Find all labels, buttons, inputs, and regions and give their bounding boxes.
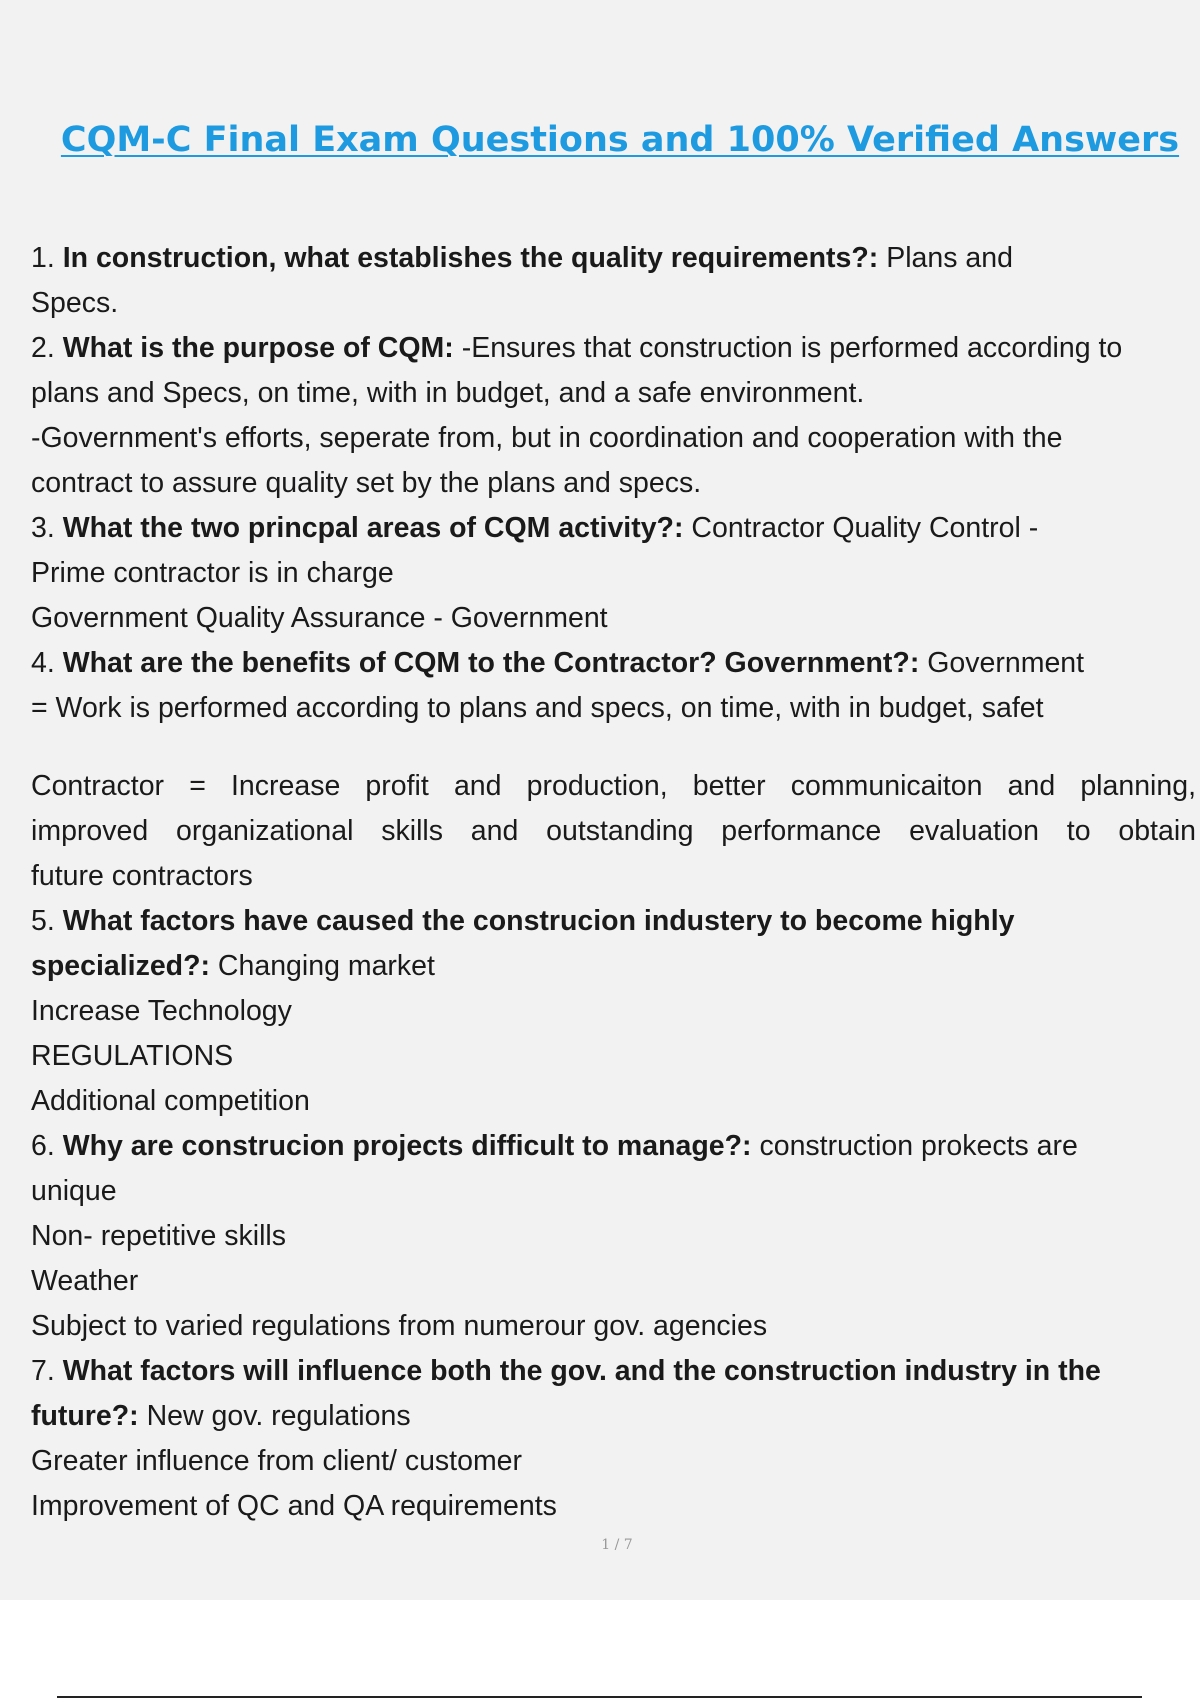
question-text: In construction, what establishes the quality requirements?: bbox=[62, 242, 879, 274]
qa-item-2 bbox=[31, 326, 1196, 371]
answer-line: Greater influence from client/ customer bbox=[31, 1445, 523, 1477]
qa-item-5 bbox=[31, 899, 1196, 944]
answer-text: Changing market bbox=[217, 950, 435, 982]
qa-item-4 bbox=[31, 641, 1196, 686]
question-text: What factors will influence both the gov. and the construction industry in the bbox=[62, 1355, 1101, 1387]
question-number: 2. bbox=[31, 332, 55, 364]
page-indicator: 1 / 7 bbox=[601, 1537, 633, 1553]
answer-line: plans and Specs, on time, with in budget, and a safe environment. bbox=[31, 377, 865, 409]
answer-line: = Work is performed according to plans and specs, on time, with in budget, safet bbox=[31, 692, 1044, 724]
next-page-divider bbox=[57, 1696, 1142, 1698]
answer-line: Specs. bbox=[31, 287, 119, 319]
answer-line: Additional competition bbox=[31, 1085, 310, 1117]
answer-line: Contractor = Increase profit and production, better communicaiton and planning, bbox=[31, 770, 1196, 802]
question-text: specialized?: bbox=[31, 950, 210, 982]
question-number: 1. bbox=[31, 242, 55, 274]
answer-text: -Ensures that construction is performed according to bbox=[461, 332, 1123, 364]
question-text: What is the purpose of CQM: bbox=[62, 332, 454, 364]
answer-line: improved organizational skills and outstanding performance evaluation to obtain bbox=[31, 815, 1196, 847]
answer-line: Prime contractor is in charge bbox=[31, 557, 394, 589]
answer-line: REGULATIONS bbox=[31, 1040, 234, 1072]
answer-line: future contractors bbox=[31, 860, 253, 892]
qa-list bbox=[31, 236, 1196, 1529]
answer-line: Weather bbox=[31, 1265, 139, 1297]
answer-text: New gov. regulations bbox=[146, 1400, 411, 1432]
answer-line: -Government's efforts, seperate from, but in coordination and cooperation with the bbox=[31, 422, 1063, 454]
document-title: CQM-C Final Exam Questions and 100% Verified Answers bbox=[60, 120, 1180, 160]
answer-text: Government bbox=[927, 647, 1085, 679]
qa-item-5-continued bbox=[31, 944, 1196, 989]
question-number: 6. bbox=[31, 1130, 55, 1162]
question-text: future?: bbox=[31, 1400, 139, 1432]
answer-line: Government Quality Assurance - Government bbox=[31, 602, 608, 634]
qa-item-7 bbox=[31, 1349, 1196, 1394]
answer-line: Improvement of QC and QA requirements bbox=[31, 1490, 557, 1522]
answer-line: Non- repetitive skills bbox=[31, 1220, 286, 1252]
answer-line: unique bbox=[31, 1175, 117, 1207]
qa-item-7-continued bbox=[31, 1394, 1196, 1439]
paragraph-gap bbox=[31, 731, 1196, 764]
question-number: 4. bbox=[31, 647, 55, 679]
question-text: What are the benefits of CQM to the Contractor? Government?: bbox=[62, 647, 920, 679]
question-number: 7. bbox=[31, 1355, 55, 1387]
question-text: What factors have caused the construcion industery to become highly bbox=[62, 905, 1015, 937]
answer-line: contract to assure quality set by the plans and specs. bbox=[31, 467, 702, 499]
question-number: 5. bbox=[31, 905, 55, 937]
answer-text: construction prokects are bbox=[759, 1130, 1078, 1162]
qa-item-6 bbox=[31, 1124, 1196, 1169]
question-text: Why are construcion projects difficult to manage?: bbox=[62, 1130, 752, 1162]
question-number: 3. bbox=[31, 512, 55, 544]
answer-text: Contractor Quality Control - bbox=[691, 512, 1039, 544]
answer-line: Increase Technology bbox=[31, 995, 292, 1027]
qa-item-1 bbox=[31, 236, 1196, 281]
answer-text: Plans and bbox=[886, 242, 1013, 274]
answer-line: Subject to varied regulations from numerour gov. agencies bbox=[31, 1310, 768, 1342]
qa-item-3 bbox=[31, 506, 1196, 551]
question-text: What the two princpal areas of CQM activity?: bbox=[62, 512, 684, 544]
